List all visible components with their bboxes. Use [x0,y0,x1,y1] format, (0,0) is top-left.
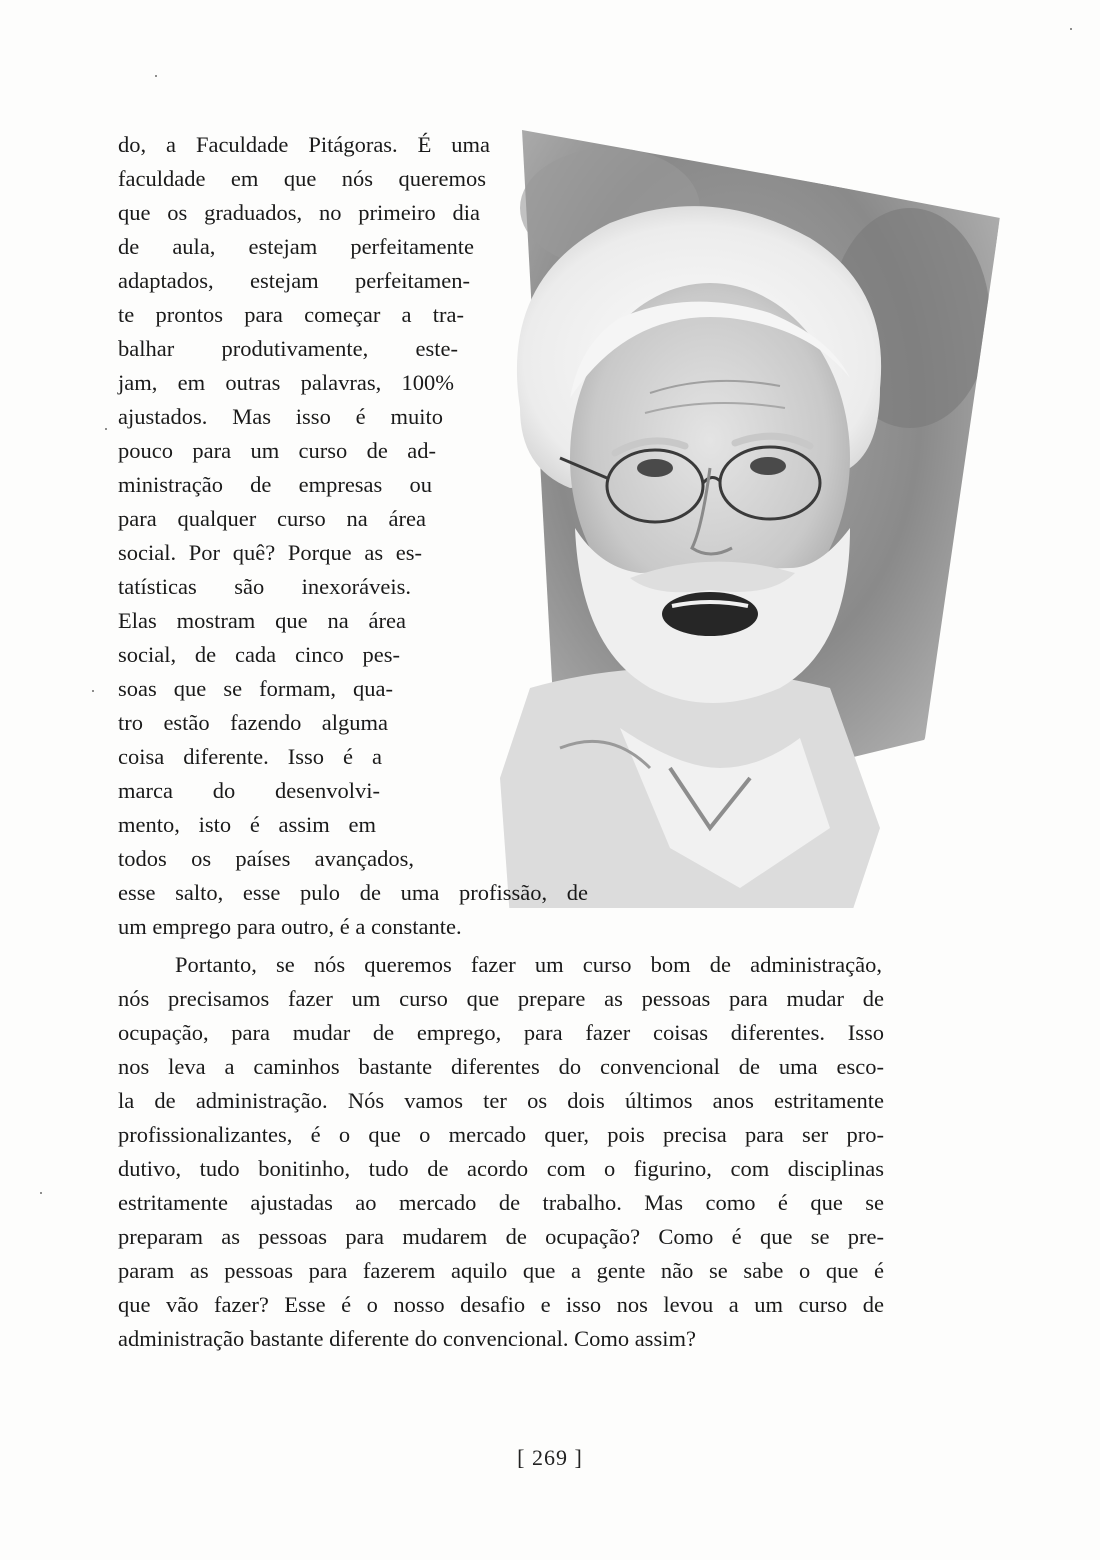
scan-speck [155,75,157,77]
scan-speck [40,1192,42,1194]
paragraph-line: ocupação, para mudar de emprego, para fazer coisas diferentes. Isso [118,1020,884,1045]
paragraph-line: administração bastante diferente do convencional. Como assim? [118,1326,696,1351]
portrait-photo [410,128,1010,908]
paragraph-line: dutivo, tudo bonitinho, tudo de acordo com o figurino, com disciplinas [118,1156,884,1181]
paragraph-line: nós precisamos fazer um curso que prepare as pessoas para mudar de [118,986,884,1011]
wrapped-line: para qualquer curso na área [118,506,426,531]
wrapped-line: te prontos para começar a tra- [118,302,464,327]
wrapped-line: tatísticas são inexoráveis. [118,574,411,599]
scan-speck [105,428,107,430]
wrapped-line: coisa diferente. Isso é a [118,744,382,769]
scan-speck [92,690,94,692]
wrapped-line: marca do desenvolvi- [118,778,380,803]
paragraph-line: la de administração. Nós vamos ter os dois últimos anos estritamente [118,1088,884,1113]
wrapped-line: ajustados. Mas isso é muito [118,404,443,429]
wrapped-line: de aula, estejam perfeitamente [118,234,474,259]
scan-speck [1070,28,1072,30]
wrapped-line: soas que se formam, qua- [118,676,393,701]
wrapped-line: do, a Faculdade Pitágoras. É uma [118,132,490,157]
wrapped-line: social, de cada cinco pes- [118,642,400,667]
wrapped-line: um emprego para outro, é a constante. [118,914,462,939]
wrapped-line: pouco para um curso de ad- [118,438,436,463]
paragraph-line: nos leva a caminhos bastante diferentes do convencional de uma esco- [118,1054,884,1079]
paragraph-line: profissionalizantes, é o que o mercado quer, pois precisa para ser pro- [118,1122,884,1147]
paragraph-line: que vão fazer? Esse é o nosso desafio e isso nos levou a um curso de [118,1292,884,1317]
paragraph-line: preparam as pessoas para mudarem de ocupação? Como é que se pre- [118,1224,884,1249]
wrapped-line: mento, isto é assim em [118,812,376,837]
paragraph-line: Portanto, se nós queremos fazer um curso bom de administração, [175,952,882,977]
wrapped-line: jam, em outras palavras, 100% [118,370,454,395]
wrapped-line: faculdade em que nós queremos [118,166,486,191]
wrapped-line: Elas mostram que na área [118,608,406,633]
wrapped-line: balhar produtivamente, este- [118,336,458,361]
wrapped-line: adaptados, estejam perfeitamen- [118,268,470,293]
wrapped-line: que os graduados, no primeiro dia [118,200,480,225]
wrapped-line: ministração de empresas ou [118,472,432,497]
wrapped-line: esse salto, esse pulo de uma profissão, de [118,880,588,905]
wrapped-line: social. Por quê? Porque as es- [118,540,422,565]
wrapped-line: todos os países avançados, [118,846,414,871]
page-number: [ 269 ] [517,1445,583,1470]
paragraph-line: estritamente ajustadas ao mercado de trabalho. Mas como é que se [118,1190,884,1215]
paragraph-line: param as pessoas para fazerem aquilo que a gente não se sabe o que é [118,1258,884,1283]
wrapped-line: tro estão fazendo alguma [118,710,388,735]
